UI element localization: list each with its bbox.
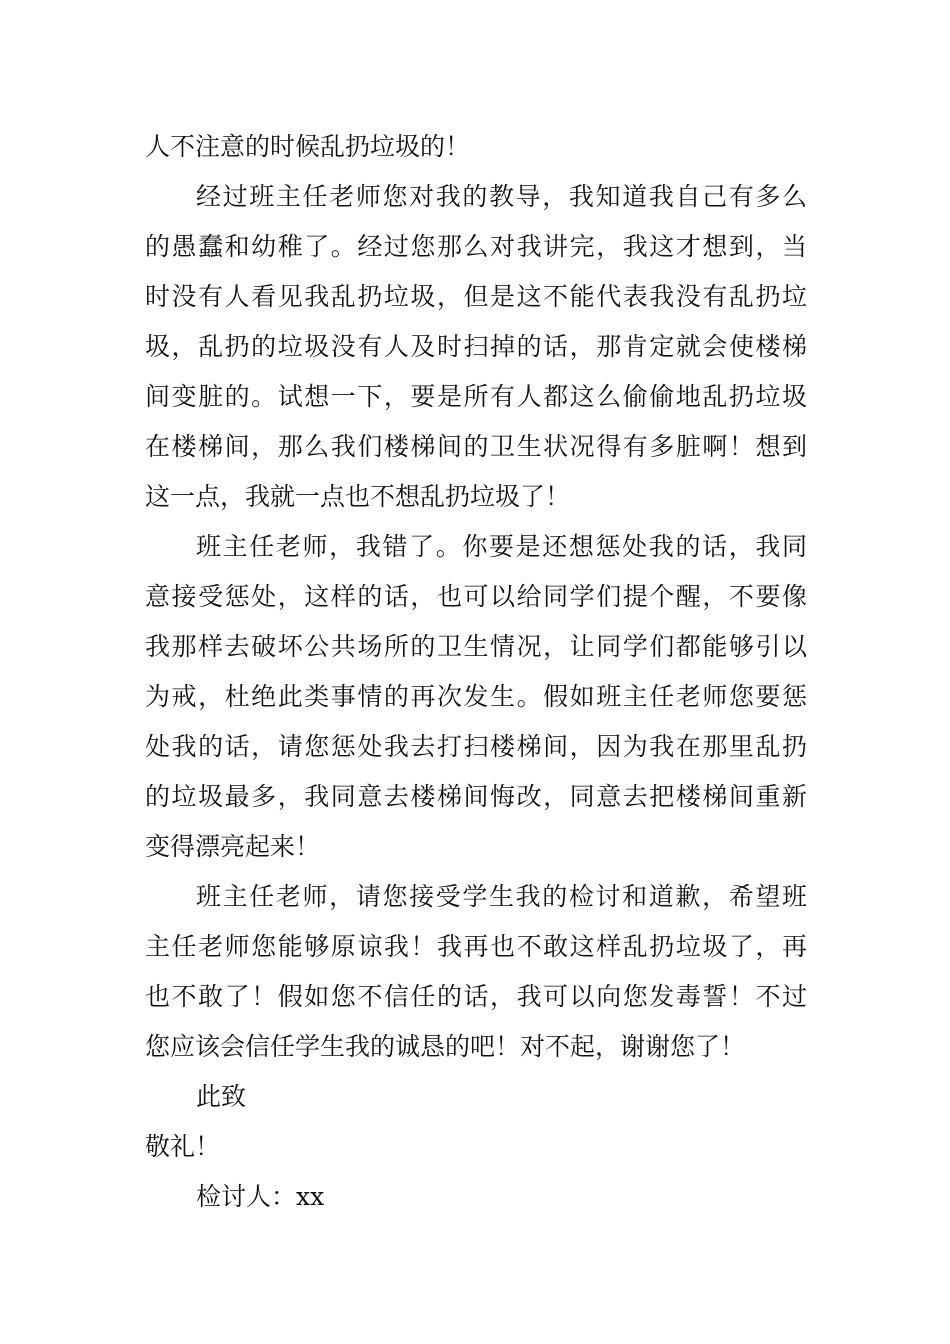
paragraph-accept-punishment — [145, 522, 807, 872]
text-line: 为戒，杜绝此类事情的再次发生。假如班主任老师您要惩 — [145, 682, 807, 711]
text-line: 时没有人看见我乱扔垃圾，但是这不能代表我没有乱扔垃 — [145, 282, 807, 311]
text-line: 我那样去破坏公共场所的卫生情况，让同学们都能够引以 — [145, 632, 807, 661]
text-line: 间变脏的。试想一下，要是所有人都这么偷偷地乱扔垃圾 — [145, 382, 807, 411]
text-line: 敬礼！ — [145, 1132, 221, 1161]
text-line: 处我的话，请您惩处我去打扫楼梯间，因为我在那里乱扔 — [145, 732, 807, 761]
text-line: 的愚蠢和幼稚了。经过您那么对我讲完，我这才想到，当 — [145, 232, 807, 261]
signature — [145, 1172, 807, 1222]
text-line: 意接受惩处，这样的话，也可以给同学们提个醒，不要像 — [145, 582, 807, 611]
document-page — [145, 122, 807, 1222]
text-line: 的垃圾最多，我同意去楼梯间悔改，同意去把楼梯间重新 — [145, 782, 807, 811]
text-line: 主任老师您能够原谅我！我再也不敢这样乱扔垃圾了，再 — [145, 932, 807, 961]
text-line: 圾，乱扔的垃圾没有人及时扫掉的话，那肯定就会使楼梯 — [145, 332, 807, 361]
text-line: 经过班主任老师您对我的教导，我知道我自己有多么 — [196, 182, 807, 211]
closing-regards — [145, 1122, 807, 1172]
text-line: 您应该会信任学生我的诚恳的吧！对不起，谢谢您了！ — [145, 1032, 746, 1061]
text-line: 也不敢了！假如您不信任的话，我可以向您发毒誓！不过 — [145, 982, 807, 1011]
paragraph-apology — [145, 872, 807, 1072]
text-line: 班主任老师，我错了。你要是还想惩处我的话，我同 — [196, 532, 807, 561]
text-line: 这一点，我就一点也不想乱扔垃圾了！ — [145, 482, 571, 511]
text-line: 变得漂亮起来！ — [145, 832, 321, 861]
closing-salutation — [145, 1072, 807, 1122]
paragraph-teacher-guidance — [145, 172, 807, 522]
text-line: 检讨人：xx — [196, 1182, 325, 1211]
text-line: 人不注意的时候乱扔垃圾的！ — [145, 132, 471, 161]
text-line: 此致 — [196, 1082, 247, 1111]
text-line: 在楼梯间，那么我们楼梯间的卫生状况得有多脏啊！想到 — [145, 432, 807, 461]
text-line: 班主任老师，请您接受学生我的检讨和道歉，希望班 — [196, 882, 807, 911]
paragraph-continuation — [145, 122, 807, 172]
